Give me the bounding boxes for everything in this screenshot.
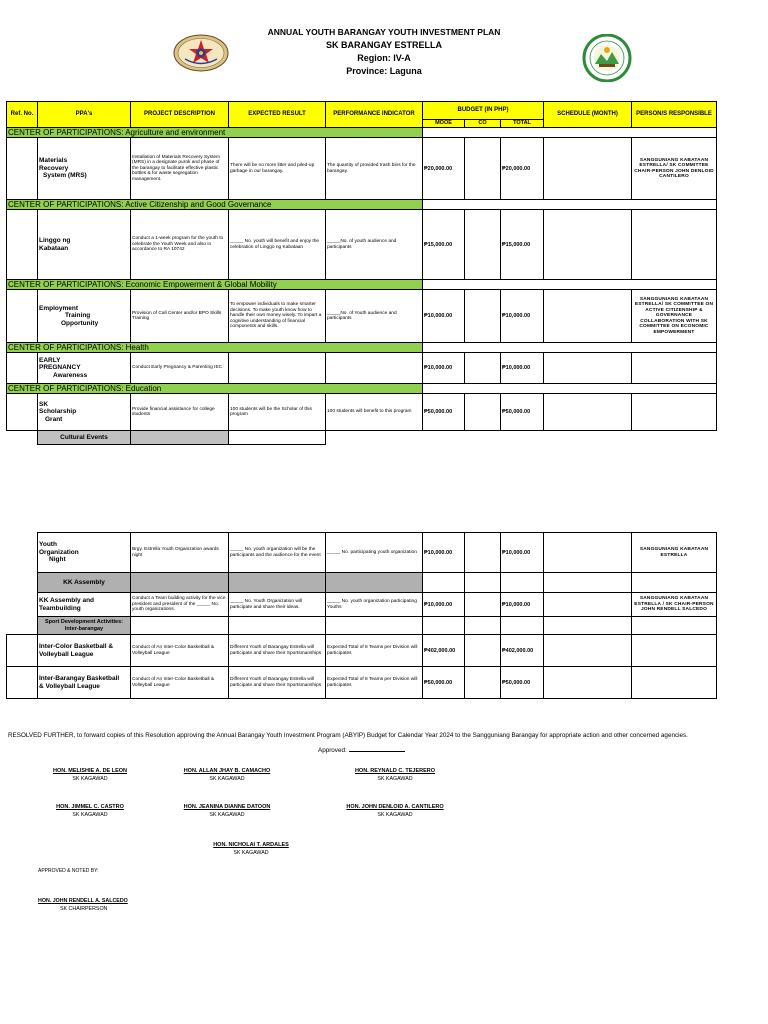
mooe-cell: ₱10,000.00 xyxy=(423,533,465,573)
approved-noted-label: APPROVED & NOTED BY: xyxy=(38,868,99,874)
total-cell: ₱20,000.00 xyxy=(501,138,544,200)
table-row xyxy=(7,635,717,667)
section-education: CENTER OF PARTICIPATIONS: Education xyxy=(7,384,423,394)
ppa-cultural-events: Cultural Events xyxy=(38,431,131,445)
indicator-cell: Expected Total of 8 Teams per Division will participates xyxy=(326,635,423,667)
signatory: HON. REYNALD C. TEJERERO SK KAGAWAD xyxy=(354,768,436,782)
investment-plan-table xyxy=(6,101,717,445)
expected-cell: _____ No. youth organization will be the participants and the audience for the event xyxy=(229,533,326,573)
table-row xyxy=(7,667,717,699)
signatory: HON. ALLAN JHAY B. CAMACHO SK KAGAWAD xyxy=(183,768,271,782)
expected-cell: To empower individuals to make smarter decisions. To make youth know how to handle their own money wisely. To impart a cognitive understanding of financial components and skills. xyxy=(229,290,326,343)
col-performance-indicator: PERFORMANCE INDICATOR xyxy=(326,102,423,128)
signatory: HON. JEANINA DIANNE DATOON SK KAGAWAD xyxy=(183,804,271,818)
expected-cell: Different Youth of Barangay Estrella will participate and share their Sportsmanships xyxy=(229,667,326,699)
table-row xyxy=(7,138,717,200)
ppa-kk-assembly: KK Assembly xyxy=(38,573,131,593)
table-row xyxy=(7,290,717,343)
barangay-name: SK BARANGAY ESTRELLA xyxy=(325,40,442,50)
mooe-cell: ₱10,000.00 xyxy=(423,593,465,617)
approval-blank xyxy=(349,751,405,752)
total-cell: ₱50,000.00 xyxy=(501,394,544,431)
sk-chairperson: HON. JOHN RENDELL A. SALCEDO SK CHAIRPERSON xyxy=(38,898,128,912)
investment-plan-table-continued xyxy=(6,532,717,699)
expected-cell: _____ No. Youth Organization will participate and share their ideas. xyxy=(229,593,326,617)
description-cell: Provide financial assistance for college students xyxy=(131,394,229,431)
responsible-cell: SANGGUNIANG KABATAAN ESTRELLA xyxy=(632,533,717,573)
table-row xyxy=(7,431,717,445)
description-cell: Brgy. Estrella Youth Organization awards night xyxy=(131,533,229,573)
total-cell: ₱402,000.00 xyxy=(501,635,544,667)
col-responsible: PERSON/S RESPONSIBLE xyxy=(632,102,717,128)
mooe-cell: ₱15,000.00 xyxy=(423,210,465,280)
total-cell: ₱10,000.00 xyxy=(501,533,544,573)
ppa-cell: Linggo ng Kabataan xyxy=(38,210,131,280)
total-cell: ₱10,000.00 xyxy=(501,290,544,343)
col-mooe: MOOE xyxy=(423,120,465,128)
ppa-cell: EARLY PREGNANCY Awareness xyxy=(38,353,131,384)
indicator-cell: _____No. of Youth audience and participants xyxy=(326,290,423,343)
col-co: CO xyxy=(465,120,501,128)
mooe-cell: ₱20,000.00 xyxy=(423,138,465,200)
ppa-cell: Inter-Color Basketball & Volleyball League xyxy=(38,635,131,667)
ppa-cell: Employment Training Opportunity xyxy=(38,290,131,343)
table-row xyxy=(7,533,717,573)
indicator-cell: 100 students will benefit to this program xyxy=(326,394,423,431)
signatory: HON. NICHOLAI T. ARDALES SK KAGAWAD xyxy=(213,842,289,856)
description-cell: Conduct of An Inter-Color Basketball & Volleyball League xyxy=(131,667,229,699)
sk-logo xyxy=(173,34,229,72)
table-row xyxy=(7,210,717,280)
indicator-cell: Expected Total of 8 Teams per Division will participates xyxy=(326,667,423,699)
responsible-cell: SANGGUNIANG KABATAAN ESTRELLA/ SK COMMITTEE ON ACTIVE CITIZENSHIP & GOVERNANCE COLLABORATION WITH SK COMMITTEE ON ECONOMIC EMPOWERMENT xyxy=(632,290,717,343)
table-row xyxy=(7,353,717,384)
total-cell: ₱10,000.00 xyxy=(501,353,544,384)
col-ppas: PPA's xyxy=(38,102,131,128)
ppa-cell: Youth Organization Night xyxy=(38,533,131,573)
description-cell: Conduct a 1-week program for the youth to celebrate the Youth Week and also in accordance to RA 10742 xyxy=(131,210,229,280)
section-economic: CENTER OF PARTICIPATIONS: Economic Empowerment & Global Mobility xyxy=(7,280,423,290)
province: Province: Laguna xyxy=(346,66,422,76)
table-row xyxy=(7,394,717,431)
ppa-cell: Inter-Barangay Basketball & Volleyball League xyxy=(38,667,131,699)
indicator-cell: The quantity of provided trash bins for the barangay. xyxy=(326,138,423,200)
indicator-cell: _____No. of youth audience and participants xyxy=(326,210,423,280)
indicator-cell: _____ No. youth organization participating Youths xyxy=(326,593,423,617)
description-cell: Conduct a Team building activity for the vice president and president of the _____ No. youth organizations. xyxy=(131,593,229,617)
mooe-cell: ₱50,000.00 xyxy=(423,667,465,699)
ppa-cell: KK Assembly and Teambuilding xyxy=(38,593,131,617)
description-cell: Conduct of An Inter-Color Basketball & Volleyball League xyxy=(131,635,229,667)
section-active-citizenship: CENTER OF PARTICIPATIONS: Active Citizenship and Good Governance xyxy=(7,200,423,210)
section-agriculture: CENTER OF PARTICIPATIONS: Agriculture and environment xyxy=(7,128,423,138)
indicator-cell: _____ No. participating youth organization xyxy=(326,533,423,573)
mooe-cell: ₱10,000.00 xyxy=(423,353,465,384)
description-cell: Provision of Call Center and/or BPO Skills Training xyxy=(131,290,229,343)
ppa-sport-development: Sport Development Activities: Inter-barangay xyxy=(38,617,131,635)
expected-cell: There will be no more litter and piled-up garbage in our barangay. xyxy=(229,138,326,200)
mooe-cell: ₱402,000.00 xyxy=(423,635,465,667)
table-row xyxy=(7,573,717,593)
description-cell: Conduct Early Pregnancy & Parenting IEC xyxy=(131,353,229,384)
approved-line: Approved: xyxy=(318,747,405,754)
barangay-seal xyxy=(581,34,633,82)
document-header xyxy=(0,26,768,78)
expected-cell: 100 students will be the Scholar of this program xyxy=(229,394,326,431)
col-budget: BUDGET (IN PHP) xyxy=(423,102,544,120)
signatory: HON. JIMMEL C. CASTRO SK KAGAWAD xyxy=(56,804,124,818)
col-expected-result: EXPECTED RESULT xyxy=(229,102,326,128)
col-ref-no: Ref. No. xyxy=(7,102,38,128)
plan-title: ANNUAL YOUTH BARANGAY YOUTH INVESTMENT PLAN xyxy=(267,27,501,37)
mooe-cell: ₱50,000.00 xyxy=(423,394,465,431)
description-cell: Installation of Materials Recovery System (MRS) in a designate purok and phase of the barangay to facilitate effective plastic bottles & for waste segregation management. xyxy=(131,138,229,200)
total-cell: ₱50,000.00 xyxy=(501,667,544,699)
region: Region: IV-A xyxy=(357,53,411,63)
col-description: PROJECT DESCRIPTION xyxy=(131,102,229,128)
signatory: HON. JOHN DENLOID A. CANTILERO SK KAGAWAD xyxy=(346,804,444,818)
responsible-cell: SANGGUNIANG KABATAAN ESTRELLA/ SK COMMITTEE CHAIR-PERSON JOHN DENLOID CANTILERO xyxy=(632,138,717,200)
responsible-cell: SANGGUNIANG KABATAAN ESTRELLA / SK CHAIR-PERSON JOHN RENDELL SALCEDO xyxy=(632,593,717,617)
section-health: CENTER OF PARTICIPATIONS: Health xyxy=(7,343,423,353)
col-schedule: SCHEDULE (MONTH) xyxy=(544,102,632,128)
table-row xyxy=(7,617,717,635)
ppa-cell: Materials Recovery System (MRS) xyxy=(38,138,131,200)
total-cell: ₱10,000.00 xyxy=(501,593,544,617)
table-row xyxy=(7,593,717,617)
signatory: HON. MELISHIE A. DE LEON SK KAGAWAD xyxy=(52,768,128,782)
expected-cell: _____ No. youth will benefit and enjoy the celebration of Linggo ng Kabataan xyxy=(229,210,326,280)
resolution-text: RESOLVED FURTHER, to forward copies of this Resolution approving the Annual Barangay Youth Investment Program (ABYIP) Budget for Calendar Year 2024 to the Sangguniang Barangay for appropriate action and other concerned agencies. xyxy=(8,732,688,739)
mooe-cell: ₱10,000.00 xyxy=(423,290,465,343)
total-cell: ₱15,000.00 xyxy=(501,210,544,280)
ppa-cell: SK Scholarship Grant xyxy=(38,394,131,431)
expected-cell: Different Youth of Barangay Estrella will participate and share their Sportsmanships xyxy=(229,635,326,667)
col-total: TOTAL xyxy=(501,120,544,128)
